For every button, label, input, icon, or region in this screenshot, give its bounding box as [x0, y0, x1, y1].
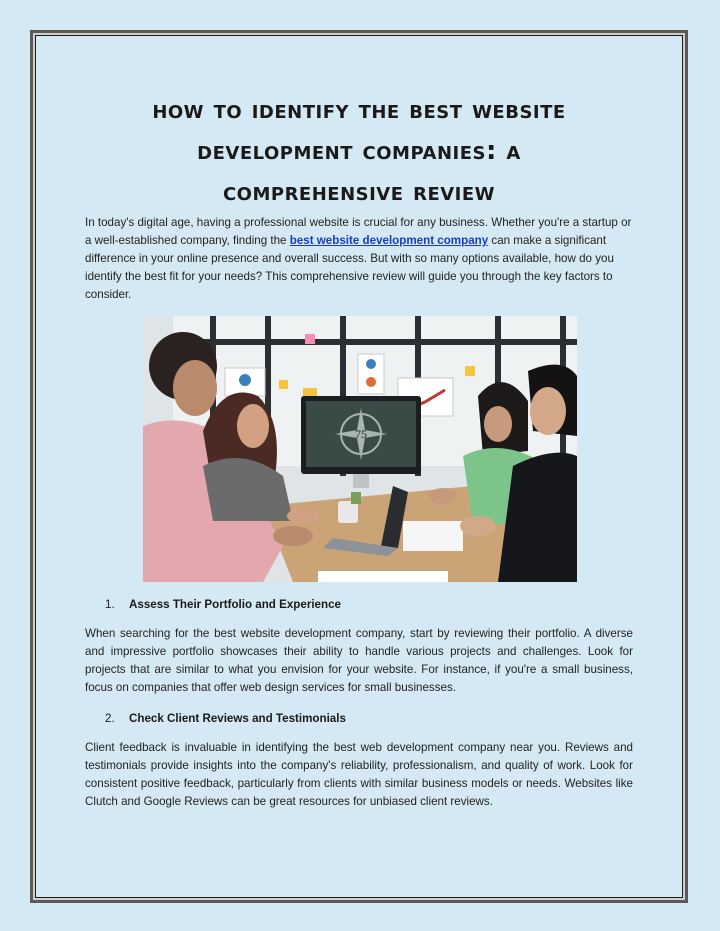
page-title — [73, 90, 645, 213]
best-website-development-company-link[interactable]: best website development company — [289, 234, 489, 247]
section-body-2: Client feedback is invaluable in identifying the best web development company near you. Reviews and testimonials provide insights into the company's reliability, professionalism, and quality of work. Look for consistent positive feedback, particularly from clients with similar business models or needs. Websites like Clutch and Google Reviews can be great resources for unbiased client reviews. — [85, 741, 633, 808]
section-number-2: 2. — [105, 712, 115, 725]
title-line-3: comprehensive review — [222, 177, 496, 207]
office-team-photo — [143, 316, 577, 582]
section-heading-2 — [105, 711, 346, 727]
intro-paragraph — [85, 214, 633, 304]
intro-text-end: can make a significant difference in your online presence and overall success. But with so many options available, how do you identify the best fit for your needs? This comprehensive review will guide you through the key factors to consider. — [85, 234, 614, 301]
team-meeting-illustration — [143, 316, 577, 582]
section-heading-1 — [105, 597, 341, 613]
document-page — [30, 30, 688, 903]
section-title-1: Assess Their Portfolio and Experience — [129, 598, 341, 611]
section-number-1: 1. — [105, 598, 115, 611]
monitor-logo-text: 75 — [355, 427, 367, 441]
title-line-2: development companies: a — [197, 136, 521, 166]
title-line-1: how to identify the best website — [152, 95, 566, 125]
intro-text-start: In today's digital age, having a professional website is crucial for any business. Whether you're a startup or a well-established company, finding the — [85, 216, 632, 247]
section-title-2: Check Client Reviews and Testimonials — [129, 712, 346, 725]
section-body-1: When searching for the best website development company, start by reviewing their portfolio. A diverse and impressive portfolio showcases their ability to handle various projects and challenges. Look for projects that are similar to what you envision for your website. For instance, if you're a small business, focus on companies that offer web design services for small businesses. — [85, 627, 633, 694]
